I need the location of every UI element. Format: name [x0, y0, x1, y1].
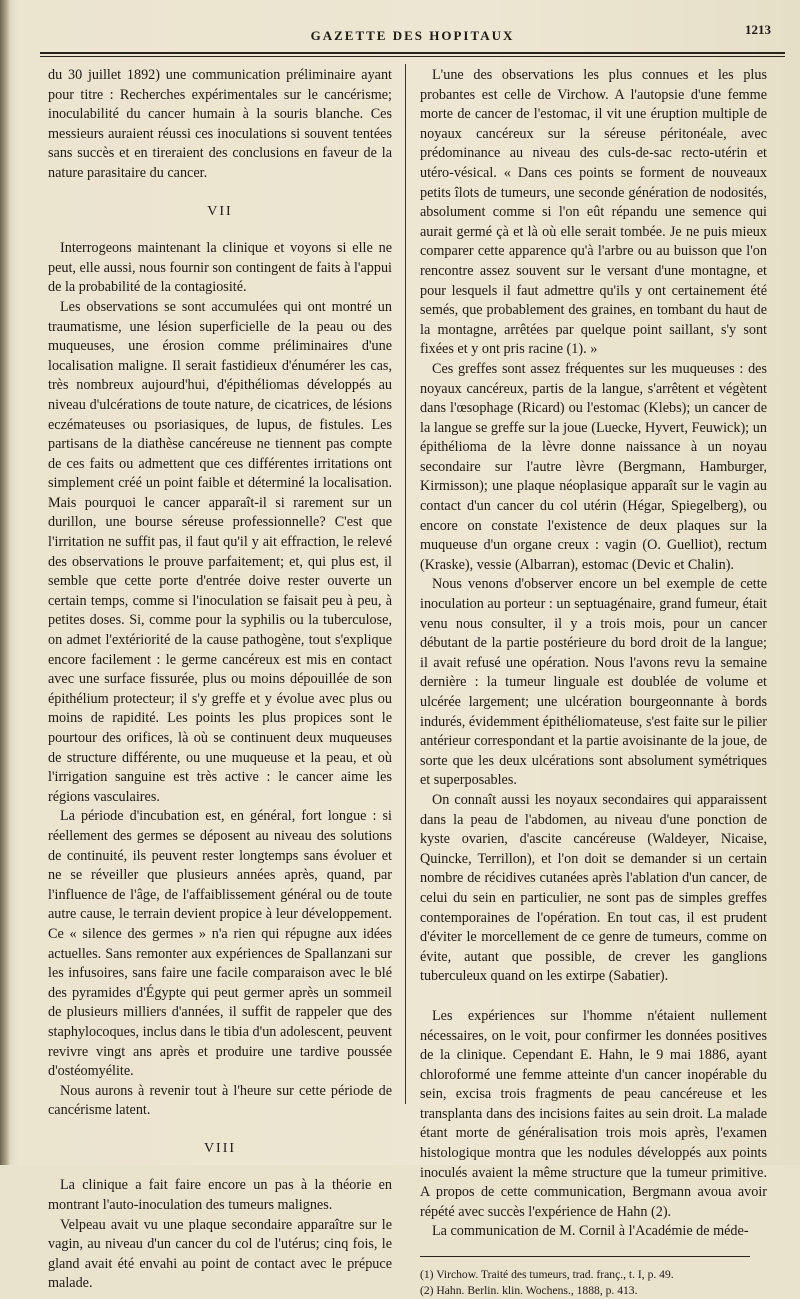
right-column: [420, 66, 767, 1299]
section-heading-vii: VII: [207, 203, 233, 219]
paragraph: Ces greffes sont assez fréquentes sur les muqueuses : des noyaux cancéreux, partis de la langue, s'arrêtent et végètent dans l'œsophage (Ricard) ou l'estomac (Klebs); un cancer de la langue se greffe sur la joue (Luecke, Hyvert, Feuwick); un épithélioma de la lèvre donne naissance à un noyau secondaire sur l'autre lèvre (Bergmann, Hamburger, Kirmisson); une plaque néoplasique apparaît sur le vagin au contact d'un cancer du col utérin (Hégar, Spiegelberg), ou encore on constate l'existence de deux plaques sur la muqueuse d'un organe creux : vagin (O. Guelliot), rectum (Kraske), vessie (Albarran), estomac (Devic et Chalin).: [420, 360, 767, 573]
footnotes: [420, 1267, 767, 1299]
paragraph: Interrogeons maintenant la clinique et voyons si elle ne peut, elle aussi, nous fournir son contingent de faits à l'appui de la probabilité de la contagiosité.: [48, 240, 392, 296]
column-divider: [405, 64, 406, 1104]
footnote-rule: [420, 1256, 750, 1257]
paragraph: L'une des observations les plus connues et les plus probantes est celle de Virchow. A l'autopsie d'une femme morte de cancer de l'estomac, il vit une éruption multiple de noyaux cancéreux sur la séreuse péritonéale, avec prédominance au niveau des culs-de-sac recto-utérin et utéro-vésical. « Dans ces points se forment de nouveaux petits îlots de tumeurs, une seconde génération de nodosités, absolument comme si l'on eût répandu une semence qui aurait germé çà et là où elle serait tombée. Je ne puis mieux comparer cette apparence qu'à l'arbre ou au buisson que l'on rencontre assez souvent sur le versant d'une montagne, et pour lesquels il faut admettre qu'ils y ont certainement été semés, que probablement des graines, en tombant du haut de la montagne, arrêtées par quelque point saillant, s'y sont fixées et y ont pris racine (1). »: [420, 67, 767, 358]
paragraph: Les expériences sur l'homme n'étaient nullement nécessaires, on le voit, pour confirmer les données positives de la clinique. Cependant E. Hahn, le 9 mai 1886, ayant chloroformé une femme atteinte d'un cancer inopérable du sein, excisa trois fragments de peau cancéreuse et les transplanta dans des incisions faites au sein droit. La malade étant morte de généralisation trois mois après, l'examen histologique montra que les nodules développés aux points inoculés avaient la même structure que la tumeur primitive. A propos de cette communication, Bergmann avoua avoir répété avec succès l'expérience de Hahn (2).: [420, 1007, 767, 1220]
binding-edge: [0, 0, 10, 1165]
running-title: GAZETTE DES HOPITAUX: [310, 28, 515, 43]
footnote-2: (2) Hahn. Berlin. klin. Wochens., 1888, p. 413.: [420, 1284, 638, 1298]
footnote-1: (1) Virchow. Traité des tumeurs, trad. franç., t. I, p. 49.: [420, 1268, 674, 1282]
paragraph: Velpeau avait vu une plaque secondaire apparaître sur le vagin, au niveau d'un cancer du col de l'utérus; cinq fois, le gland avait été envahi au point de contact avec le prépuce malade.: [48, 1216, 392, 1292]
paragraph: Nous aurons à revenir tout à l'heure sur cette période de cancérisme latent.: [48, 1082, 392, 1119]
page-header: [40, 18, 785, 58]
page-number: 1213: [745, 22, 771, 37]
paragraph: Nous venons d'observer encore un bel exemple de cette inoculation au porteur : un septuagénaire, grand fumeur, était venu nous consulter, il y a trois mois, pour un cancer débutant de la partie postérieure du bord droit de la langue; il avait refusé une opération. Nous l'avons revu la semaine dernière : la tumeur linguale est doublée de volume et ulcérée largement; une ulcération bourgeonnante à bords indurés, évidemment épithéliomateuse, s'est faite sur le pilier antérieur correspondant et la partie avoisinante de la joue, de sorte que les deux ulcérations sont absolument symétriques et superposables.: [420, 576, 767, 789]
paragraph: La communication de M. Cornil à l'Académie de méde-: [432, 1223, 749, 1240]
paragraph: Les observations se sont accumulées qui ont montré un traumatisme, une lésion superficielle de la peau ou des muqueuses, une érosion comme préliminaires d'une localisation maligne. Il serait fastidieux d'énumérer les cas, très nombreux aujourd'hui, d'épithéliomas développés au niveau d'ulcérations de toute nature, de cicatrices, de lésions eczémateuses ou psoriasiques, de lupus, de fistules. Les partisans de la diathèse cancéreuse ne tiennent pas compte de ces faits ou admettent que ces différentes irritations ont simplement créé un point faible et déterminé la localisation. Mais pourquoi le cancer apparaît-il si rarement sur un durillon, une bourse séreuse professionnelle? C'est que l'irritation ne suffit pas, il faut qu'il y ait effraction, le relevé des observations le prouve parfaitement; et, qui plus est, il semble que cette porte d'entrée doive rester ouverte un certain temps, comme si l'inoculation se faisait peu à peu, à petites doses. Si, comme pour la syphilis ou la tuberculose, on admet l'extériorité de la cause pathogène, tout s'explique encore facilement : le germe cancéreux est mis en contact avec une surface fissurée, plus ou moins dépouillée de son épithélium protecteur; il s'y greffe et y évolue avec plus ou moins de rapidité. Les points les plus propices sont le pourtour des orifices, là où se continuent deux muqueuses de structure différente, ou une muqueuse et la peau, et où l'irrigation sanguine est très active : le cancer aime les régions vasculaires.: [48, 298, 392, 805]
paragraph: On connaît aussi les noyaux secondaires qui apparaissent dans la peau de l'abdomen, au niveau d'une ponction de kyste ovarien, d'ascite cancéreuse (Waldeyer, Nicaise, Quincke, Terrillon), et l'on doit se demander si un certain nombre de récidives cutanées après l'ablation d'un cancer, de celui du sein en particulier, ne sont pas de simples greffes contemporaines de l'opération. En tout cas, il est prudent d'éviter le morcellement de ce genre de tumeurs, comme on évite, autant que possible, de crever les ganglions tuberculeux quand on les extirpe (Sabatier).: [420, 791, 767, 985]
section-heading-viii: VIII: [203, 1140, 237, 1156]
header-rule-thick: [40, 52, 785, 54]
paragraph: du 30 juillet 1892) une communication préliminaire ayant pour titre : Recherches expérimentales sur le cancérisme; inoculabilité du cancer humain à la souris blanche. Ces messieurs auraient réussi ces inoculations si souvent tentées sans succès et en tireraient des conclusions en faveur de la nature parasitaire du cancer.: [48, 67, 392, 181]
header-rule-thin: [40, 56, 785, 57]
paragraph: La période d'incubation est, en général, fort longue : si réellement des germes se déposent au niveau des solutions de continuité, ils peuvent rester longtemps sans évoluer et ne se réveiller que plusieurs années après, quand, par l'influence de l'âge, de l'affaiblissement général ou de toute autre cause, le terrain devient propice à leur développement. Ce « silence des germes » n'a rien qui répugne aux idées actuelles. Sans remonter aux expériences de Spallanzani sur les infusoires, sans faire une facile comparaison avec le blé des pyramides d'Égypte qui peut germer après un sommeil de plusieurs milliers d'années, il suffit de rappeler que des staphylocoques, inclus dans le tibia d'un adolescent, peuvent revivre vingt ans après et produire une tardive poussée d'ostéomyélite.: [48, 808, 392, 1080]
left-column: [48, 66, 392, 1294]
paragraph-gap: [420, 987, 767, 1007]
paragraph: La clinique a fait faire encore un pas à la théorie en montrant l'auto-inoculation des tumeurs malignes.: [48, 1177, 392, 1214]
